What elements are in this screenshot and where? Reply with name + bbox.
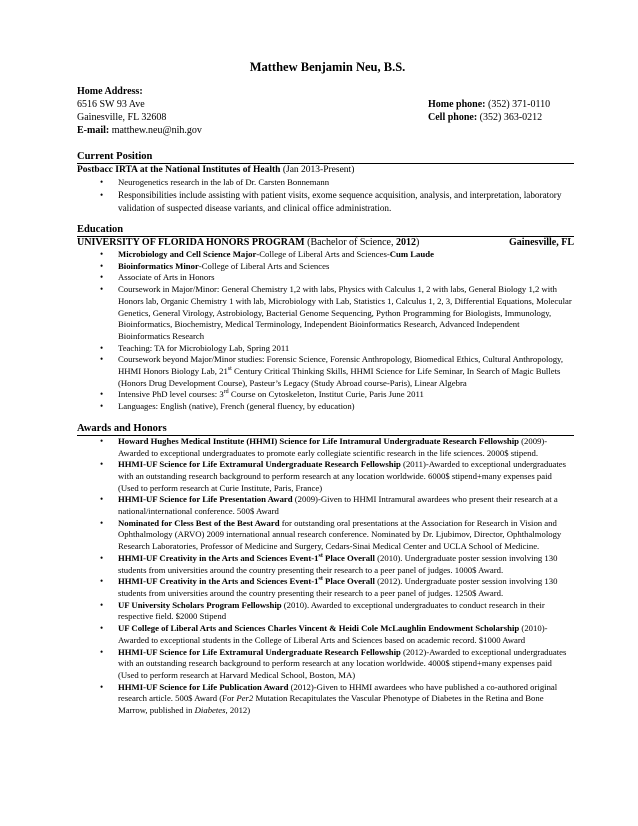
school-line — [77, 237, 574, 249]
award-title: HHMI-UF Science for Life Extramural Undergraduate Research Fellowship — [118, 459, 401, 470]
award-description: (2010). Awarded to exceptional undergraduates to conduct research in their respective field. $2000 Stipend — [118, 599, 545, 622]
resume-name: Matthew Benjamin Neu, B.S. — [249, 60, 406, 74]
list-item-text: Century Critical Thinking Skills, HHMI Science for Life Seminar, In Search of Magic Bullets (Honors Drug Development Course), Pasteur’s Legacy (Study Abroad course-Paris), Linear Algebra — [118, 366, 561, 388]
list-item — [100, 401, 572, 413]
award-description: , 2012) — [225, 705, 251, 716]
bullet-icon: • — [100, 681, 104, 692]
award-title: UF College of Liberal Arts and Sciences Charles Vincent & Heidi Cole McLaughlin Endowment Scholarship — [118, 623, 520, 634]
home-phone-value: (352) 371-0110 — [488, 99, 551, 110]
list-item-text: Course on Cytoskeleton, Institut Curie, Paris June 2011 — [228, 389, 424, 400]
journal-name: Diabetes — [194, 705, 226, 716]
award-title: UF University Scholars Program Fellowship — [118, 599, 282, 610]
cell-phone-label: Cell phone: — [428, 112, 478, 123]
bullet-icon: • — [100, 459, 104, 470]
list-item — [100, 435, 572, 459]
bullet-icon: • — [100, 435, 104, 446]
bullet-icon: • — [100, 599, 104, 610]
bullet-icon: • — [100, 552, 104, 563]
list-item-text: Intensive PhD level courses: 3 — [118, 389, 224, 400]
superscript: st — [227, 366, 232, 373]
award-title: HHMI-UF Creativity in the Arts and Sciences Event-1 — [118, 552, 319, 563]
bullet-icon: • — [100, 284, 104, 295]
cell-phone-line — [428, 111, 578, 124]
education-section — [77, 224, 578, 413]
list-item-text: Languages: English (native), French (general fluency, by education) — [118, 401, 355, 412]
email-label: E-mail: — [77, 125, 110, 136]
list-item — [100, 681, 572, 717]
email-value: matthew.neu@nih.gov — [111, 125, 202, 136]
list-item — [100, 517, 572, 553]
bullet-icon: • — [100, 260, 104, 271]
education-heading: Education — [77, 224, 574, 237]
list-item-text: Neurogenetics research in the lab of Dr. Carsten Bonnemann — [118, 177, 330, 187]
list-item — [100, 599, 572, 623]
bullet-icon: • — [100, 494, 104, 505]
award-title: Place Overall — [322, 552, 375, 563]
list-item-text: Responsibilities include assisting with patient visits, exome sequence acquisition, analysis, and interpretation, laboratory validation of suspected disease variants, and clinical office administration. — [118, 190, 562, 213]
contact-right — [428, 85, 578, 137]
position-title: Postbacc IRTA at the National Institutes of Health — [77, 165, 281, 175]
bullet-icon: • — [100, 249, 104, 259]
awards-section — [77, 423, 578, 717]
awards-heading: Awards and Honors — [77, 423, 574, 436]
award-description: (2012). Undergraduate poster session involving 130 students from universities around the country presenting their research to a peer panel of judges. 1250$ Award. — [118, 576, 558, 598]
current-position-heading: Current Position — [77, 151, 574, 164]
list-item — [100, 389, 572, 401]
bullet-icon: • — [100, 401, 104, 412]
list-item — [100, 176, 573, 189]
superscript: st — [318, 552, 323, 559]
award-description: (2011)-Awarded to exceptional undergraduates with an outstanding research background to perform research at any location worldwide. 6000$ stipend+many expenses paid (Used to perform research at Curie Institute, Paris, France) — [118, 459, 567, 493]
award-title: HHMI-UF Science for Life Publication Award — [118, 681, 289, 692]
bullet-icon: • — [100, 177, 104, 187]
list-item — [100, 342, 572, 355]
degree-close: ) — [415, 237, 420, 248]
award-description: Mutation Recapitulates the Vascular Phenotype of Diabetes in the Retina and Bone Marrow, published in — [118, 693, 544, 716]
bullet-icon: • — [100, 190, 104, 200]
award-title: Howard Hughes Medical Institute (HHMI) Science for Life Intramural Undergraduate Research Fellowship — [118, 435, 519, 446]
bullet-icon: • — [100, 623, 104, 634]
list-item — [100, 459, 572, 494]
superscript: st — [318, 576, 323, 583]
list-item-text: Teaching: TA for Microbiology Lab, Spring 2011 — [118, 342, 290, 353]
award-description: (2009)-Awarded to exceptional undergraduates to promote early collegiate scientific research in the life sciences. 2000$ stipend. — [118, 435, 548, 458]
list-item-text: Associate of Arts in Honors — [118, 272, 215, 283]
award-description: (2012)-Awarded to exceptional undergraduates with an outstanding research background to perform research at any location worldwide. 4000$ stipend+many expenses paid (Used to perform research at Harvard Medical School, Boston, MA) — [118, 646, 567, 680]
home-address-label: Home Address: — [77, 86, 143, 97]
home-phone-line — [428, 98, 578, 111]
award-title: Place Overall — [322, 576, 375, 587]
school-name — [77, 237, 419, 249]
bullet-icon: • — [100, 646, 104, 657]
honors-label: Cum Laude — [389, 249, 434, 259]
list-item — [100, 552, 572, 576]
bullet-icon: • — [100, 517, 104, 528]
list-item — [100, 272, 572, 284]
degree-text: (Bachelor of Science, — [304, 237, 396, 248]
award-title: HHMI-UF Science for Life Presentation Award — [118, 494, 293, 505]
major-label: Microbiology and Cell Science Major — [118, 249, 257, 259]
list-item — [100, 260, 572, 273]
list-item — [100, 576, 572, 599]
bullet-icon: • — [100, 576, 104, 587]
school-title: UNIVERSITY OF FLORIDA HONORS PROGRAM — [77, 237, 305, 248]
email-line — [77, 124, 428, 137]
education-list — [77, 249, 572, 413]
award-description: (2010)-Awarded to exceptional students in the College of Liberal Arts and Sciences based on academic record. $1000 Award — [118, 623, 548, 645]
minor-label: Bioinformatics Minor — [118, 260, 199, 271]
list-item — [100, 494, 572, 517]
current-position-section — [77, 151, 578, 215]
cell-phone-value: (352) 363-0212 — [479, 112, 543, 123]
home-phone-label: Home phone: — [428, 99, 486, 110]
list-item-text: Coursework in Major/Minor: General Chemistry 1,2 with labs, Physics with Calculus 1, 2 with labs, General Biology 1,2 with Honors lab, Organic Chemistry 1 with lab, Microbiology with Lab, Statistics 1, Calculus 1, 2, 3, Differential Equations, Molecular Genetics, General Virology, Astrobiology, Bacterial Genome Sequencing, Python Programming for Biologists, Immunology, Bioinformatics, Biochemistry, Medical Terminology, Independent Bioinformatics Research, Advanced Independent Bioinformatics Research — [118, 284, 572, 341]
list-item — [100, 284, 572, 343]
bullet-icon: • — [100, 389, 104, 400]
current-position-list — [77, 176, 573, 215]
major-college: -College of Liberal Arts and Sciences- — [256, 249, 390, 259]
degree-year: 2012 — [395, 237, 416, 248]
list-item — [100, 249, 572, 261]
current-position-title — [77, 164, 578, 176]
list-item — [100, 646, 572, 682]
street-address: 6516 SW 93 Ave — [77, 99, 145, 110]
award-title: HHMI-UF Creativity in the Arts and Sciences Event-1 — [118, 576, 319, 587]
list-item — [100, 623, 572, 646]
list-item-text: Coursework beyond Major/Minor studies: Forensic Science, Forensic Anthropology, Biomedical Ethics, Cultural Anthropology, HHMI Honors Biology Lab, 21 — [118, 354, 564, 377]
city-address: Gainesville, FL 32608 — [77, 112, 167, 123]
bullet-icon: • — [100, 342, 104, 353]
contact-block — [77, 85, 578, 137]
award-title: Nominated for Cless Best of the Best Award — [118, 517, 280, 528]
award-description: (2009)-Given to HHMI Intramural awardees who present their research at a national/international conference. 500$ Award — [118, 494, 558, 517]
minor-college: -College of Liberal Arts and Sciences — [198, 260, 330, 271]
superscript: rd — [223, 389, 229, 396]
school-location: Gainesville, FL — [509, 237, 574, 248]
award-description: (2010). Undergraduate poster session involving 130 students from universities around the country presenting their research to a peer panel of judges. 1000$ Award. — [118, 552, 558, 575]
list-item — [100, 189, 573, 215]
award-description: for outstanding oral presentations at the Association for Research in Vision and Ophthalmology (ARVO) 2009 international annual research conference. Nominated by Dr. Ljubimov, Director, Ophthalmology Research Laboratories, Professor of Medicine and Surgery, Cedars-Sinai Medical Center and UCLA School of Medicine. — [118, 517, 562, 552]
bullet-icon: • — [100, 354, 104, 365]
position-dates: (Jan 2013-Present) — [280, 165, 355, 175]
awards-list — [77, 436, 572, 717]
award-description: (2012)-Given to HHMI awardees who have published a co-authored original research article. 500$ Award (For — [118, 681, 558, 704]
bullet-icon: • — [100, 272, 104, 283]
gene-name: Per2 — [236, 693, 254, 704]
award-title: HHMI-UF Science for Life Extramural Undergraduate Research Fellowship — [118, 646, 401, 657]
contact-left — [77, 85, 428, 137]
list-item — [100, 354, 572, 389]
